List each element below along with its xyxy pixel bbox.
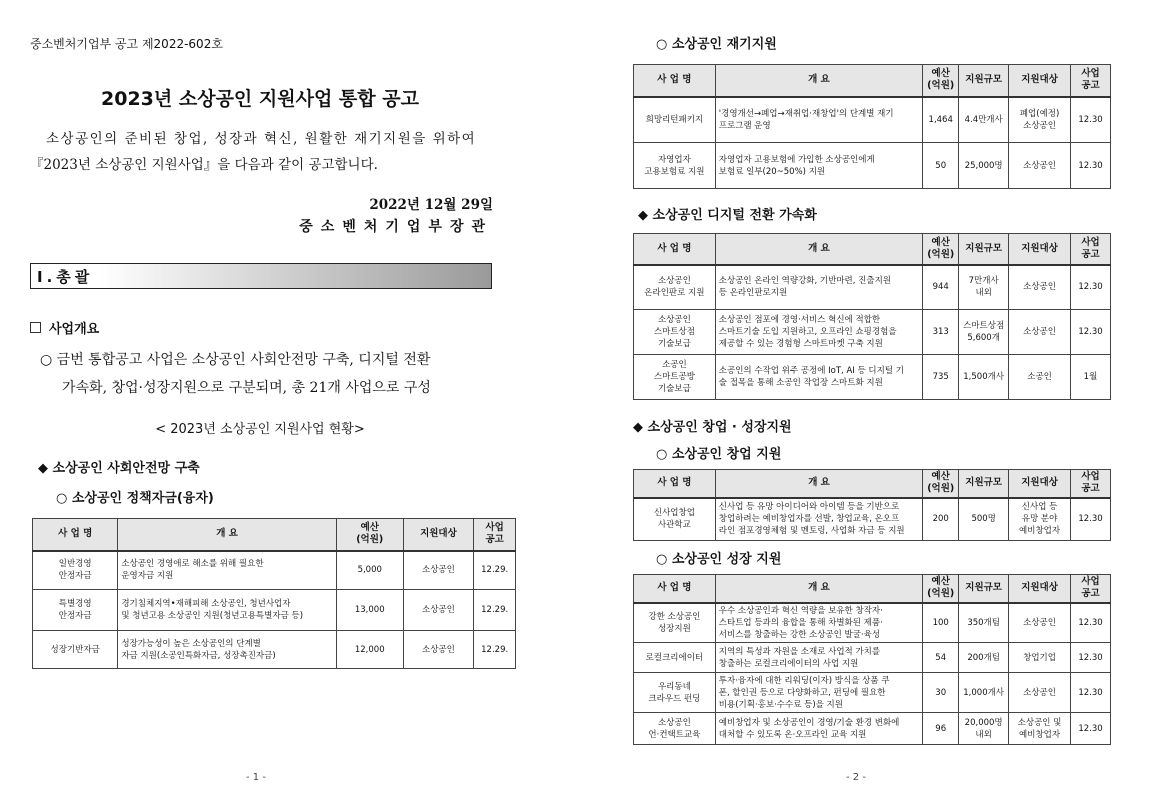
table-row <box>33 631 516 669</box>
overview-line-1: ○ 금번 통합공고 사업은 소상공인 사회안전망 구축, 디지털 전환 <box>40 352 431 368</box>
cell-budget: 12,000 <box>336 631 403 669</box>
cell-name: 희망리턴패키지 <box>634 97 716 143</box>
cell-target: 소상공인 <box>1009 143 1071 189</box>
col-header: 개 요 <box>715 470 922 498</box>
section-title: Ⅰ.총괄 <box>37 268 94 286</box>
col-header: 지원대상 <box>1009 470 1071 498</box>
cell-name: 로컬크리에이터 <box>634 643 716 673</box>
cell-notice: 1월 <box>1070 355 1110 400</box>
cell-desc: 소상공인 경영애로 해소를 위해 필요한 운영자금 지원 <box>118 551 337 590</box>
cell-name: 신사업창업 사관학교 <box>634 498 716 541</box>
cell-notice: 12.30 <box>1070 265 1110 310</box>
cell-desc: 지역의 특성과 자원을 소재로 사업적 가치를 창출하는 로컬크리에이터의 사업 지원 <box>715 643 922 673</box>
col-header: 사 업 명 <box>33 519 118 551</box>
table-startup <box>633 469 1111 541</box>
table-row <box>634 603 1111 643</box>
cell-notice: 12.29. <box>474 551 516 590</box>
cell-budget: 54 <box>923 643 959 673</box>
cell-desc: 소공인의 수작업 위주 공정에 IoT, AI 등 디지털 기 술 접목을 통해 소공인 작업장 스마트화 지원 <box>715 355 922 400</box>
cell-desc: 성장가능성이 높은 소상공인의 단계별 자금 지원(소공인특화자금, 성장촉진자금) <box>118 631 337 669</box>
table-row <box>33 590 516 631</box>
cell-scale: 1,000개사 <box>959 673 1009 713</box>
sub-heading-label: 사업개요 <box>49 322 100 337</box>
table-row <box>634 97 1111 143</box>
col-header: 사업 공고 <box>1070 575 1110 603</box>
cell-scale: 20,000명 내외 <box>959 713 1009 745</box>
overview-paragraph <box>40 346 510 402</box>
col-header: 사업 공고 <box>1070 65 1110 97</box>
cell-notice: 12.30 <box>1070 143 1110 189</box>
table-row <box>634 310 1111 355</box>
subcategory-policy-fund: ○ 소상공인 정책자금(융자) <box>56 491 214 506</box>
col-header: 개 요 <box>715 575 922 603</box>
cell-budget: 5,000 <box>336 551 403 590</box>
table-row <box>634 673 1111 713</box>
cell-notice: 12.30 <box>1070 498 1110 541</box>
cell-budget: 100 <box>923 603 959 643</box>
col-header: 사업 공고 <box>1070 470 1110 498</box>
col-header: 지원규모 <box>959 234 1009 265</box>
page-2 <box>578 0 1156 794</box>
intro-line-2: 『2023년 소상공인 지원사업』을 다음과 같이 공고합니다. <box>30 157 378 173</box>
table-row <box>634 265 1111 310</box>
cell-target: 소상공인 <box>403 551 474 590</box>
col-header: 사 업 명 <box>634 234 716 265</box>
cell-target: 신사업 등 유망 분야 예비창업자 <box>1009 498 1071 541</box>
cell-target: 소공인 <box>1009 355 1071 400</box>
cell-budget: 96 <box>923 713 959 745</box>
cell-notice: 12.30 <box>1070 673 1110 713</box>
cell-target: 소상공인 <box>1009 603 1071 643</box>
overview-line-2: 가속화, 창업·성장지원으로 구분되며, 총 21개 사업으로 구성 <box>62 380 431 396</box>
col-header: 지원규모 <box>959 470 1009 498</box>
table-policy-fund <box>32 518 516 669</box>
col-header: 예산 (억원) <box>923 65 959 97</box>
cell-target: 폐업(예정) 소상공인 <box>1009 97 1071 143</box>
cell-target: 소상공인 <box>1009 310 1071 355</box>
cell-budget: 13,000 <box>336 590 403 631</box>
col-header: 지원대상 <box>403 519 474 551</box>
status-title: < 2023년 소상공인 지원사업 현황> <box>155 422 365 437</box>
col-header: 개 요 <box>715 234 922 265</box>
table-row <box>634 498 1111 541</box>
cell-name: 특별경영 안정자금 <box>33 590 118 631</box>
subcategory-retry: ○ 소상공인 재기지원 <box>656 37 777 52</box>
cell-notice: 12.30 <box>1070 643 1110 673</box>
page-number: - 1 - <box>246 772 266 783</box>
cell-scale: 350개팀 <box>959 603 1009 643</box>
cell-target: 소상공인 <box>403 590 474 631</box>
cell-notice: 12.30 <box>1070 603 1110 643</box>
cell-notice: 12.30 <box>1070 713 1110 745</box>
col-header: 사업 공고 <box>1070 234 1110 265</box>
category-growth: ◆ 소상공인 창업 · 성장지원 <box>633 420 792 435</box>
cell-name: 우리동네 크라우드 펀딩 <box>634 673 716 713</box>
table-row <box>634 355 1111 400</box>
cell-desc: 소상공인 온라인 역량강화, 기반마련, 진출지원 등 온라인판로지원 <box>715 265 922 310</box>
col-header: 개 요 <box>118 519 337 551</box>
col-header: 사 업 명 <box>634 470 716 498</box>
cell-notice: 12.30 <box>1070 97 1110 143</box>
subcategory-startup: ○ 소상공인 창업 지원 <box>656 447 782 462</box>
cell-scale: 500명 <box>959 498 1009 541</box>
cell-name: 강한 소상공인 성장지원 <box>634 603 716 643</box>
col-header: 지원대상 <box>1009 65 1071 97</box>
cell-desc: 예비창업자 및 소상공인이 경영/기술 환경 변화에 대처할 수 있도록 온·오프라인 교육 지원 <box>715 713 922 745</box>
checkbox-square-icon <box>30 322 41 333</box>
cell-notice: 12.29. <box>474 590 516 631</box>
cell-name: 소상공인 스마트상점 기술보급 <box>634 310 716 355</box>
col-header: 지원규모 <box>959 575 1009 603</box>
cell-budget: 313 <box>923 310 959 355</box>
cell-desc: '경영개선→폐업→재취업·재창업'의 단계별 재기 프로그램 운영 <box>715 97 922 143</box>
cell-budget: 735 <box>923 355 959 400</box>
cell-name: 소상공인 온라인판로 지원 <box>634 265 716 310</box>
cell-target: 창업기업 <box>1009 643 1071 673</box>
intro-paragraph <box>30 126 500 178</box>
col-header: 예산 (억원) <box>336 519 403 551</box>
cell-scale: 스마트상점 5,600개 <box>959 310 1009 355</box>
cell-budget: 1,464 <box>923 97 959 143</box>
col-header: 예산 (억원) <box>923 575 959 603</box>
page-title: 2023년 소상공인 지원사업 통합 공고 <box>101 88 419 110</box>
cell-desc: 경기침체지역•재해피해 소상공인, 청년사업자 및 청년고용 소상공인 지원(청년고용특별자금 등) <box>118 590 337 631</box>
cell-desc: 투자·융자에 대한 리워딩(이자) 방식을 상품 쿠 폰, 할인권 등으로 다양화하고, 펀딩에 필요한 비용(기획·홍보·수수료 등)을 지원 <box>715 673 922 713</box>
announcement-date: 2022년 12월 29일 <box>369 197 493 213</box>
section-header-bar <box>30 263 492 289</box>
cell-desc: 우수 소상공인과 혁신 역량을 보유한 창작자· 스타트업 등과의 융합을 통해 차별화된 제품· 서비스를 창출하는 강한 소상공인 발굴·육성 <box>715 603 922 643</box>
subcategory-growth: ○ 소상공인 성장 지원 <box>656 552 782 567</box>
cell-target: 소상공인 및 예비창업자 <box>1009 713 1071 745</box>
page-number: - 2 - <box>846 772 866 783</box>
col-header: 사업 공고 <box>474 519 516 551</box>
cell-desc: 자영업자 고용보험에 가입한 소상공인에게 보험료 일부(20~50%) 지원 <box>715 143 922 189</box>
cell-scale: 200개팀 <box>959 643 1009 673</box>
intro-line-1: 소상공인의 준비된 창업, 성장과 혁신, 원활한 재기지원을 위하여 <box>46 131 477 147</box>
cell-name: 일반경영 안정자금 <box>33 551 118 590</box>
cell-budget: 50 <box>923 143 959 189</box>
cell-scale: 1,500개사 <box>959 355 1009 400</box>
cell-target: 소상공인 <box>1009 265 1071 310</box>
cell-scale: 4.4만개사 <box>959 97 1009 143</box>
col-header: 지원대상 <box>1009 234 1071 265</box>
table-row <box>634 143 1111 189</box>
cell-desc: 소상공인 점포에 경영·서비스 혁신에 적합한 스마트기술 도입 지원하고, 오프라인 쇼핑경험을 제공할 수 있는 경험형 스마트마켓 구축 지원 <box>715 310 922 355</box>
col-header: 개 요 <box>715 65 922 97</box>
col-header: 예산 (억원) <box>923 234 959 265</box>
cell-scale: 25,000명 <box>959 143 1009 189</box>
cell-name: 소공인 스마트공방 기술보급 <box>634 355 716 400</box>
cell-name: 성장기반자금 <box>33 631 118 669</box>
col-header: 예산 (억원) <box>923 470 959 498</box>
col-header: 지원규모 <box>959 65 1009 97</box>
cell-desc: 신사업 등 유망 아이디어와 아이템 등을 기반으로 창업하려는 예비창업자를 선발, 창업교육, 온오프 라인 점포경영체험 및 멘토링, 사업화 자금 등 지원 <box>715 498 922 541</box>
col-header: 사 업 명 <box>634 65 716 97</box>
category-safety-net: ◆ 소상공인 사회안전망 구축 <box>38 461 200 476</box>
table-row <box>634 713 1111 745</box>
cell-name: 자영업자 고용보험료 지원 <box>634 143 716 189</box>
table-growth <box>633 574 1111 745</box>
cell-budget: 944 <box>923 265 959 310</box>
table-retry <box>633 64 1111 189</box>
table-digital <box>633 233 1111 400</box>
cell-notice: 12.29. <box>474 631 516 669</box>
sub-heading <box>30 318 99 337</box>
cell-target: 소상공인 <box>1009 673 1071 713</box>
table-row <box>33 551 516 590</box>
minister-signature: 중소벤처기업부장관 <box>299 219 493 235</box>
doc-number: 중소벤처기업부 공고 제2022-602호 <box>30 37 223 51</box>
cell-name: 소상공인 언·컨택트교육 <box>634 713 716 745</box>
category-digital: ◆ 소상공인 디지털 전환 가속화 <box>638 208 817 223</box>
table-row <box>634 643 1111 673</box>
cell-notice: 12.30 <box>1070 310 1110 355</box>
col-header: 지원대상 <box>1009 575 1071 603</box>
cell-target: 소상공인 <box>403 631 474 669</box>
col-header: 사 업 명 <box>634 575 716 603</box>
cell-scale: 7만개사 내외 <box>959 265 1009 310</box>
cell-budget: 200 <box>923 498 959 541</box>
cell-budget: 30 <box>923 673 959 713</box>
